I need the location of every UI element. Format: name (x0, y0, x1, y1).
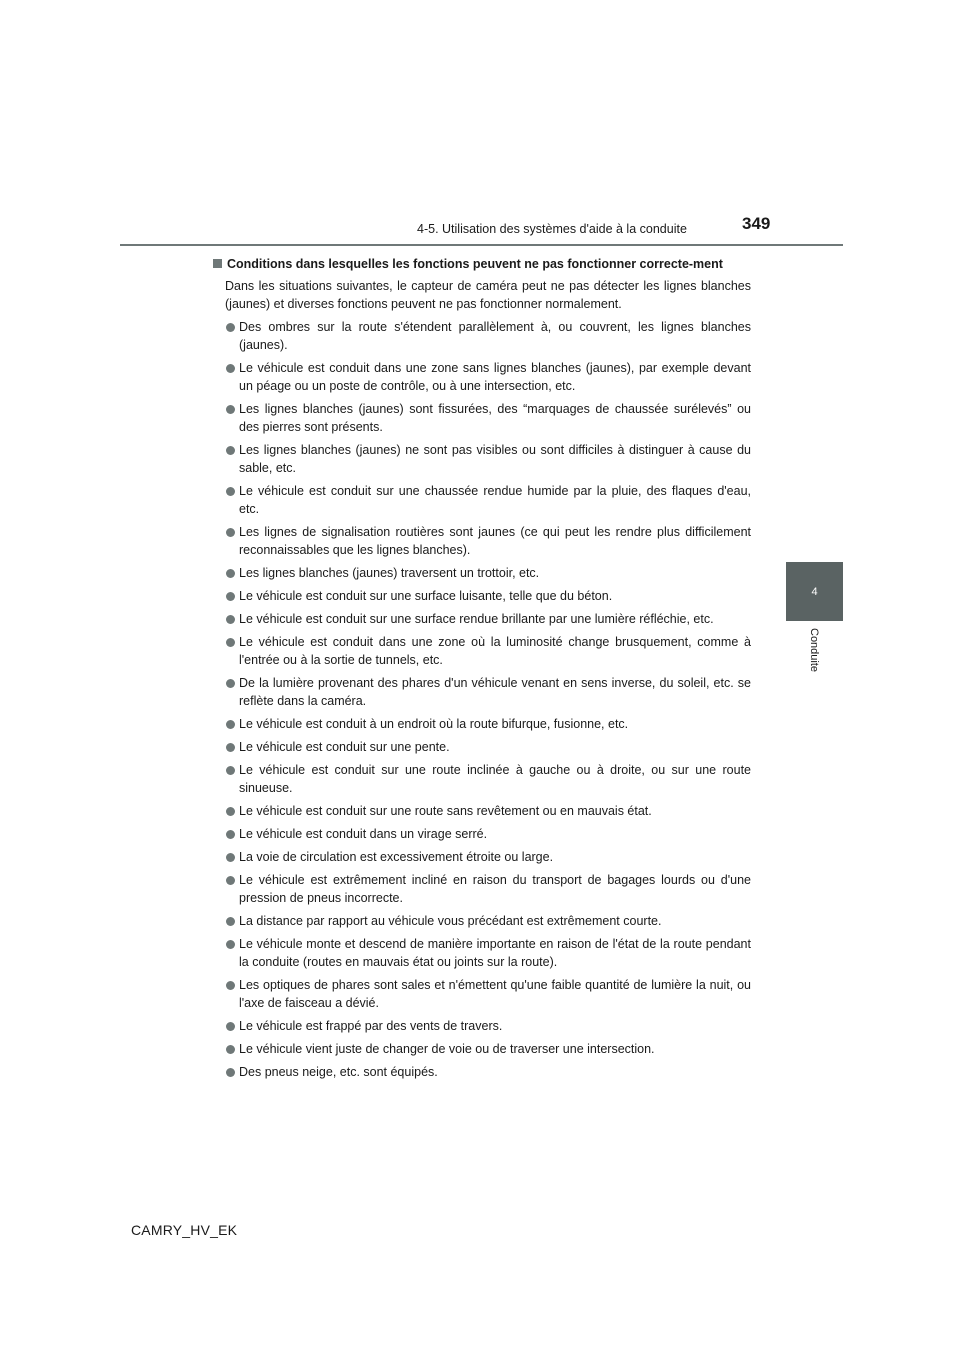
list-item-text: Le véhicule est extrêmement incliné en raison du transport de bagages lourds ou d'une pression de pneus incorrecte. (239, 873, 751, 905)
round-bullet-icon (226, 1022, 235, 1031)
list-item (213, 825, 751, 843)
list-item (213, 976, 751, 1012)
round-bullet-icon (226, 638, 235, 647)
list-item (213, 564, 751, 582)
round-bullet-icon (226, 940, 235, 949)
chapter-tab (786, 562, 843, 621)
list-item (213, 935, 751, 971)
list-item (213, 802, 751, 820)
list-item (213, 633, 751, 669)
round-bullet-icon (226, 807, 235, 816)
list-item (213, 400, 751, 436)
list-item (213, 871, 751, 907)
round-bullet-icon (226, 487, 235, 496)
chapter-side-label (786, 628, 843, 688)
list-item-text: La distance par rapport au véhicule vous précédant est extrêmement courte. (239, 914, 662, 928)
page-number: 349 (742, 214, 771, 233)
round-bullet-icon (226, 528, 235, 537)
round-bullet-icon (226, 592, 235, 601)
list-item-text: Le véhicule vient juste de changer de voie ou de traverser une intersection. (239, 1042, 655, 1056)
list-item (213, 738, 751, 756)
round-bullet-icon (226, 720, 235, 729)
list-item (213, 1017, 751, 1035)
list-item-text: Le véhicule est frappé par des vents de travers. (239, 1019, 503, 1033)
list-item-text: Les lignes blanches (jaunes) ne sont pas visibles ou sont difficiles à distinguer à cause du sable, etc. (239, 443, 751, 475)
list-item (213, 1040, 751, 1058)
list-item (213, 359, 751, 395)
round-bullet-icon (226, 981, 235, 990)
list-item (213, 674, 751, 710)
list-item-text: Le véhicule est conduit sur une route inclinée à gauche ou à droite, ou sur une route sinueuse. (239, 763, 751, 795)
round-bullet-icon (226, 446, 235, 455)
section-heading-text: Conditions dans lesquelles les fonctions peuvent ne pas fonctionner correcte-ment (227, 257, 723, 271)
condition-list (213, 318, 751, 1081)
list-item (213, 523, 751, 559)
list-item-text: Le véhicule est conduit sur une chaussée rendue humide par la pluie, des flaques d'eau, etc. (239, 484, 751, 516)
chapter-label: Conduite (807, 628, 820, 673)
round-bullet-icon (226, 743, 235, 752)
list-item-text: La voie de circulation est excessivement étroite ou large. (239, 850, 554, 864)
list-item (213, 482, 751, 518)
square-bullet-icon (213, 259, 222, 268)
list-item-text: Des pneus neige, etc. sont équipés. (239, 1065, 438, 1079)
list-item-text: Le véhicule est conduit à un endroit où la route bifurque, fusionne, etc. (239, 717, 629, 731)
section-title: 4-5. Utilisation des systèmes d'aide à la conduite (417, 222, 687, 236)
list-item-text: Les lignes blanches (jaunes) sont fissurées, des “marquages de chaussée surélevés” ou des pierres sont présents. (239, 402, 751, 434)
list-item-text: Le véhicule est conduit sur une surface luisante, telle que du béton. (239, 589, 613, 603)
main-content (213, 255, 751, 1086)
round-bullet-icon (226, 679, 235, 688)
list-item (213, 715, 751, 733)
list-item (213, 761, 751, 797)
section-heading (213, 255, 751, 273)
round-bullet-icon (226, 876, 235, 885)
list-item (213, 848, 751, 866)
list-item-text: Le véhicule est conduit sur une surface rendue brillante par une lumière réfléchie, etc. (239, 612, 714, 626)
list-item-text: Le véhicule est conduit dans une zone où la luminosité change brusquement, comme à l'entrée ou à la sortie de tunnels, etc. (239, 635, 751, 667)
list-item-text: Le véhicule est conduit dans une zone sans lignes blanches (jaunes), par exemple devant un péage ou un poste de contrôle, ou à une intersection, etc. (239, 361, 751, 393)
list-item-text: Le véhicule monte et descend de manière importante en raison de l'état de la route pendant la conduite (routes en mauvais état ou joints sur la route). (239, 937, 751, 969)
list-item (213, 610, 751, 628)
list-item-text: De la lumière provenant des phares d'un véhicule venant en sens inverse, du soleil, etc. se reflète dans la caméra. (239, 676, 751, 708)
list-item-text: Les lignes de signalisation routières sont jaunes (ce qui peut les rendre plus difficilement reconnaissables que les lignes blanches). (239, 525, 751, 557)
list-item-text: Les optiques de phares sont sales et n'émettent qu'une faible quantité de lumière la nuit, ou l'axe de faisceau a dévié. (239, 978, 751, 1010)
list-item (213, 1063, 751, 1081)
round-bullet-icon (226, 323, 235, 332)
round-bullet-icon (226, 615, 235, 624)
list-item-text: Des ombres sur la route s'étendent parallèlement à, ou couvrent, les lignes blanches (jaunes). (239, 320, 751, 352)
list-item (213, 441, 751, 477)
header-divider (120, 244, 843, 246)
model-code: CAMRY_HV_EK (131, 1222, 238, 1238)
round-bullet-icon (226, 766, 235, 775)
intro-paragraph: Dans les situations suivantes, le capteur de caméra peut ne pas détecter les lignes blanches (jaunes) et diverses fonctions peuvent ne pas fonctionner normalement. (225, 279, 751, 311)
round-bullet-icon (226, 405, 235, 414)
list-item (213, 587, 751, 605)
chapter-number: 4 (811, 585, 818, 598)
list-item (213, 912, 751, 930)
round-bullet-icon (226, 830, 235, 839)
list-item-text: Les lignes blanches (jaunes) traversent un trottoir, etc. (239, 566, 540, 580)
round-bullet-icon (226, 1068, 235, 1077)
round-bullet-icon (226, 1045, 235, 1054)
round-bullet-icon (226, 853, 235, 862)
list-item-text: Le véhicule est conduit sur une route sans revêtement ou en mauvais état. (239, 804, 652, 818)
list-item-text: Le véhicule est conduit dans un virage serré. (239, 827, 488, 841)
round-bullet-icon (226, 569, 235, 578)
list-item-text: Le véhicule est conduit sur une pente. (239, 740, 450, 754)
round-bullet-icon (226, 917, 235, 926)
list-item (213, 318, 751, 354)
round-bullet-icon (226, 364, 235, 373)
